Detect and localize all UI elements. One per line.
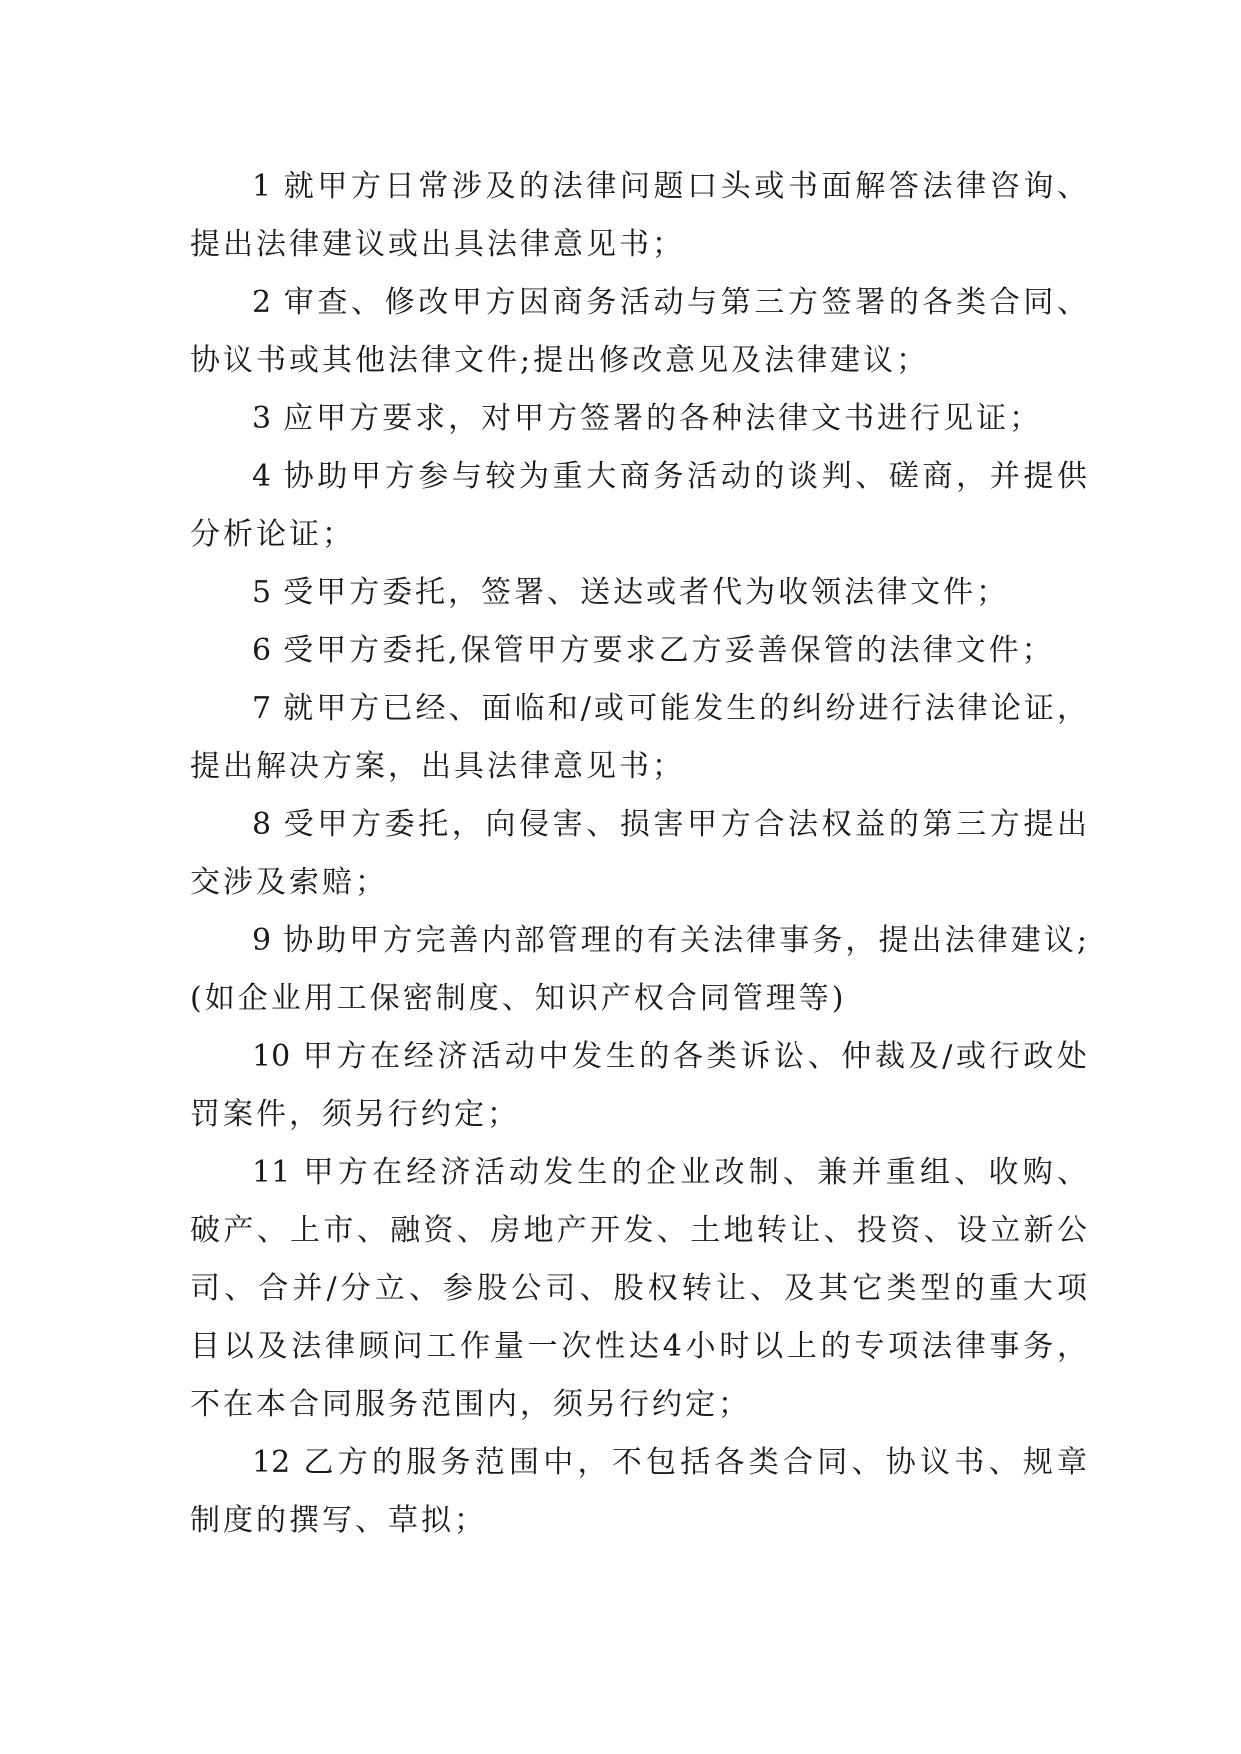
clause-1 [190, 158, 1090, 274]
clause-number: 5 [252, 575, 272, 610]
clause-number: 10 [252, 1039, 291, 1074]
clause-number: 12 [252, 1445, 291, 1480]
clause-text: 受甲方委托，签署、送达或者代为收领法律文件； [283, 575, 1010, 610]
clause-4 [190, 448, 1090, 564]
clause-9 [190, 912, 1090, 1028]
clause-2 [190, 274, 1090, 390]
clause-6 [190, 622, 1090, 680]
clause-3 [190, 390, 1090, 448]
clause-text: 甲方在经济活动发生的企业改制、兼并重组、收购、破产、上市、融资、房地产开发、土地转让、投资、设立新公司、合并/分立、参股公司、股权转让、及其它类型的重大项目以及法律顾问工作量一次性达4小时以上的专项法律事务，不在本合同服务范围内，须另行约定； [190, 1155, 1090, 1422]
clause-text: 受甲方委托，向侵害、损害甲方合法权益的第三方提出交涉及索赔； [190, 807, 1090, 900]
clause-11 [190, 1144, 1090, 1434]
clause-number: 8 [252, 807, 272, 842]
clause-text: 甲方在经济活动中发生的各类诉讼、仲裁及/或行政处罚案件，须另行约定； [190, 1039, 1090, 1132]
clause-text: 协助甲方完善内部管理的有关法律事务，提出法律建议;(如企业用工保密制度、知识产权合同管理等) [190, 923, 1090, 1016]
clause-text: 受甲方委托,保管甲方要求乙方妥善保管的法律文件； [283, 633, 1055, 668]
clause-5 [190, 564, 1090, 622]
document-body [190, 158, 1090, 1550]
clause-7 [190, 680, 1090, 796]
clause-text: 就甲方日常涉及的法律问题口头或书面解答法律咨询、提出法律建议或出具法律意见书； [190, 169, 1090, 262]
clause-number: 11 [252, 1155, 291, 1190]
clause-text: 就甲方已经、面临和/或可能发生的纠纷进行法律论证，提出解决方案，出具法律意见书； [190, 691, 1090, 784]
clause-text: 协助甲方参与较为重大商务活动的谈判、磋商，并提供分析论证； [190, 459, 1090, 552]
clause-number: 7 [252, 691, 272, 726]
clause-12 [190, 1434, 1090, 1550]
clause-10 [190, 1028, 1090, 1144]
clause-text: 乙方的服务范围中，不包括各类合同、协议书、规章制度的撰写、草拟； [190, 1445, 1090, 1538]
clause-number: 1 [252, 169, 272, 204]
clause-number: 6 [252, 633, 272, 668]
clause-number: 3 [252, 401, 272, 436]
clause-text: 应甲方要求，对甲方签署的各种法律文书进行见证； [283, 401, 1043, 436]
clause-number: 9 [252, 923, 272, 958]
clause-number: 4 [252, 459, 272, 494]
clause-number: 2 [252, 285, 272, 320]
clause-text: 审查、修改甲方因商务活动与第三方签署的各类合同、协议书或其他法律文件;提出修改意见及法律建议； [190, 285, 1090, 378]
clause-8 [190, 796, 1090, 912]
